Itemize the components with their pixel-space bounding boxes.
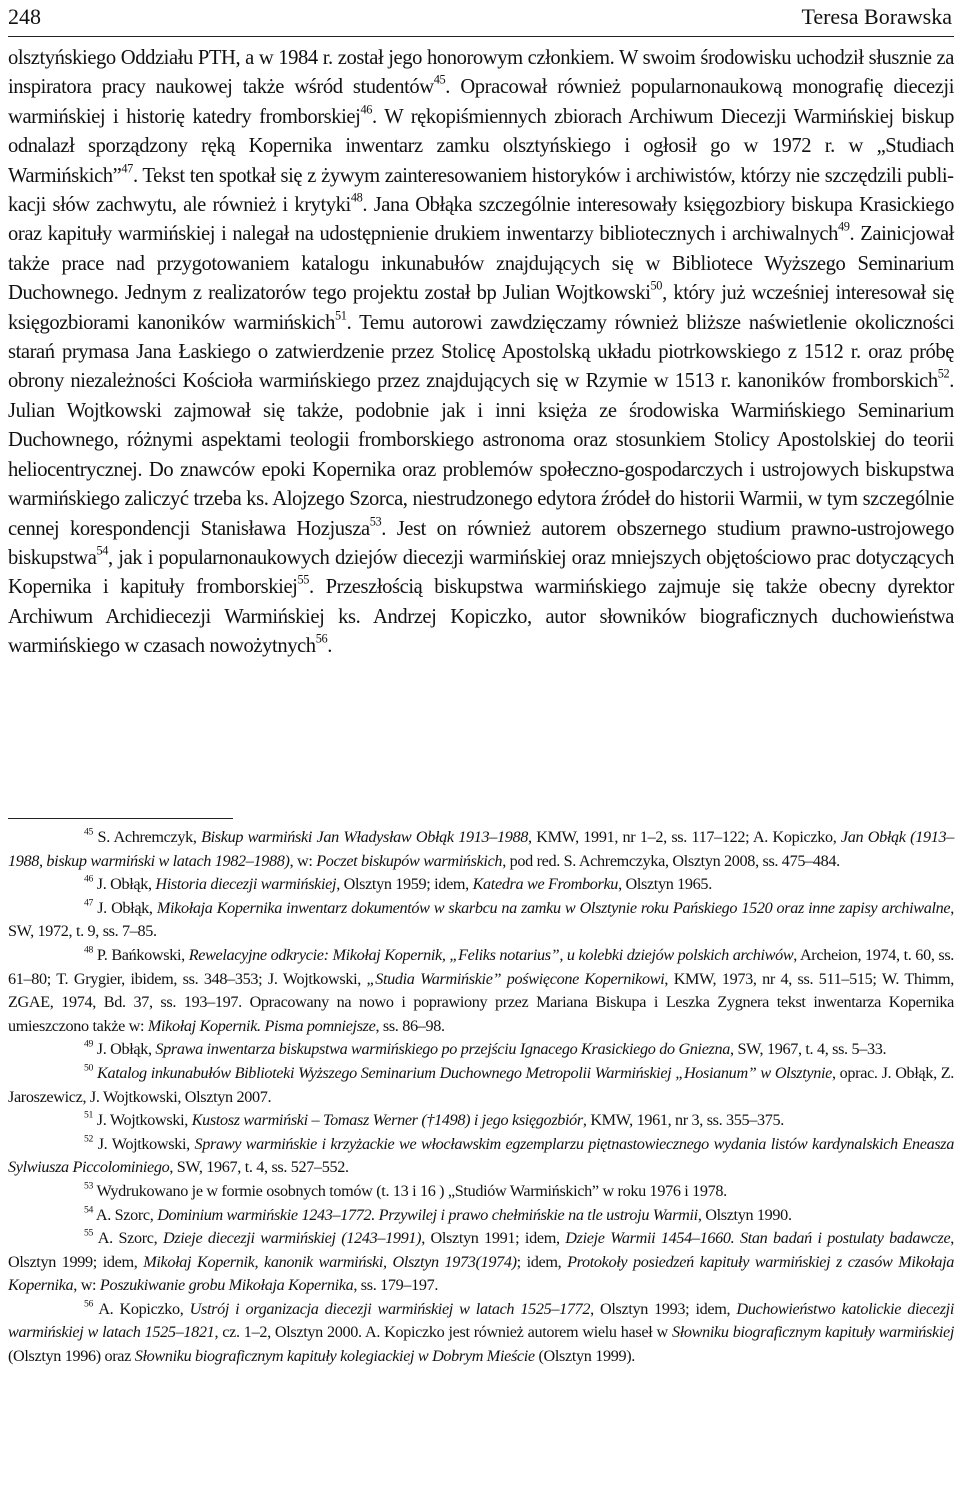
footnote-ref-52[interactable]: 52 — [937, 367, 950, 382]
footnote-ref-53[interactable]: 53 — [369, 514, 382, 529]
footnote-ref-56[interactable]: 56 — [315, 631, 328, 646]
footnote-53: $^{53}$ Wydrukowano je w formie osobnych tomów (t. 13 i 16 ) „Studiów Warmińskich” w roku 1976 i 1978. — [84, 1180, 727, 1200]
footnote-50: $^{50}$ Katalog inkunabułów Biblioteki Wyższego Seminarium Duchownego Metropolii Warmińskiej „Hosianum” w Olsztynie, oprac. J. Obłąk, Z. Jaroszewicz, J. Wojtkowski, Olsztyn 2007. — [8, 1062, 954, 1106]
footnote-47: $^{47}$ J. Obłąk, Mikołaja Kopernika inwentarz dokumentów w skarbcu na zamku w Olsztynie roku Pańskiego 1520 oraz inne zapisy archiwalne, SW, 1972, t. 9, ss. 7–85. — [8, 897, 954, 941]
page-number: 248 — [8, 4, 41, 29]
header-rule — [8, 36, 954, 37]
footnote-ref-49[interactable]: 49 — [837, 220, 850, 235]
footnote-ref-46[interactable]: 46 — [360, 102, 372, 117]
body-text — [8, 44, 954, 662]
footnote-ref-47[interactable]: 47 — [121, 161, 133, 176]
footnote-55: $^{55}$ A. Szorc, Dzieje diecezji warmińskiej (1243–1991), Olsztyn 1991; idem, Dzieje Warmii 1454–1660. Stan badań i postulaty badawcze, Olsztyn 1999; idem, Mikołaj Kopernik, kanonik warmiński, Olsztyn 1973(1974); idem, Protokoły posiedzeń kapituły warmińskiej z czasów Mikołaja Kopernika, w: Poszukiwanie grobu Mikołaja Kopernika, ss. 179–197. — [8, 1227, 955, 1295]
footnote-separator — [8, 818, 233, 819]
document-page — [8, 0, 954, 1491]
footnote-51: $^{51}$ J. Wojtkowski, Kustosz warmiński – Tomasz Werner (†1498) i jego księgozbiór, KMW, 1961, nr 3, ss. 355–375. — [84, 1109, 785, 1130]
footnote-ref-55[interactable]: 55 — [297, 573, 310, 588]
footnote-48: $^{48}$ P. Bańkowski, Rewelacyjne odkrycie: Mikołaj Kopernik, „Feliks notarius”, u kolebki dziejów polskich archiwów, Archeion, 1974, t. 60, ss. 61–80; T. Grygier, ibidem, ss. 348–353; J. Wojtkowski, „Studia Warmińskie” poświęcone Kopernikowi, KMW, 1973, nr 4, ss. 511–515; W. Thimm, ZGAE, 1974, Bd. 37, ss. 193–197. Opracowany na nowo i poprawiony przez Mariana Biskupa i Leszka Zygnera tekst inwentarza Kopernika umieszczono także w: Mikołaj Kopernik. Pisma pomniejsze, ss. 86–98. — [8, 944, 955, 1035]
footnote-52: $^{52}$ J. Wojtkowski, Sprawy warmińskie i krzyżackie we włocławskim egzemplarzu piętnastowiecznego wydania listów kardynalskich Eneasza Sylwiusza Piccolominiego, SW, 1967, t. 4, ss. 527–552. — [8, 1133, 955, 1177]
footnote-54: $^{54}$ A. Szorc, Dominium warmińskie 1243–1772. Przywilej i prawo chełmińskie na tle ustroju Warmii, Olsztyn 1990. — [84, 1204, 792, 1224]
footnote-ref-50[interactable]: 50 — [650, 278, 663, 293]
footnote-49: $^{49}$ J. Obłąk, Sprawa inwentarza biskupstwa warmińskiego po przejściu Ignacego Krasickiego do Gniezna, SW, 1967, t. 4, ss. 5–33. — [84, 1039, 887, 1059]
footnote-ref-51[interactable]: 51 — [335, 308, 347, 323]
footnote-ref-45[interactable]: 45 — [433, 73, 446, 88]
footnote-ref-48[interactable]: 48 — [350, 190, 363, 205]
body-paragraph: olsztyńskiego Oddziału PTH, a w 1984 r. został jego honorowym członkiem. W swoim środowisku uchodził słusznie za inspiratora pracy naukowej także wśród studentów$^{45}$. Opracował również popularnonaukową monografię diecezji warmińskiej i historię katedry fromborskiej$^{46}$. W rękopiśmiennych zbiorach Archiwum Diecezji Warmińskiej biskup odnalazł sporządzony ręką Kopernika inwentarz zamku olsztyńskiego i ogłosił go w 1972 r. w „Studiach Warmińskich”$^{47}$. Tekst ten spotkał się z żywym zainteresowaniem historyków i archiwistów, którzy nie szczędzili publikacji słów zachwytu, ale również i krytyki$^{48}$. Jana Obłąka szczególnie interesowały księgozbiory biskupa Krasickiego oraz kapituły warmińskiej i nalegał na udostępnienie drukiem inwentarzy bibliotecznych i archiwalnych$^{49}$. Zainicjował także prace nad przygotowaniem katalogu inkunabułów znajdujących się w Bibliotece Wyższego Seminarium Duchownego. Jednym z realizatorów tego projektu został bp Julian Wojtkowski$^{50}$, który już wcześniej interesował się księgozbiorami kanoników warmińskich$^{51}$. Temu autorowi zawdzięczamy również bliższe naświetlenie okoliczności starań prymasa Jana Łaskiego o zatwierdzenie przez Stolicę Apostolską układu piotrkowskiego z 1512 r. oraz próbę obrony niezależności Kościoła warmińskiego przez znajdujących się w Rzymie w 1513 r. kanoników fromborskich$^{52}$. Julian Wojtkowski zajmował się także, podobnie jak i inni księża ze środowiska Warmińskiego Seminarium Duchownego, różnymi aspektami teologii fromborskiego astronoma oraz stosunkiem Stolicy Apostolskiej do teorii heliocentrycznej. Do znawców epoki Kopernika oraz problemów społeczno-gospodarczych i ustrojowych biskupstwa warmińskiego zaliczyć trzeba ks. Alojzego Szorca, niestrudzonego edytora źródeł do historii Warmii, w tym szczególnie cennej korespondencji Stanisława Hozjusza$^{53}$. Jest on również autorem obszernego studium prawno-ustrojowego biskupstwa$^{54}$, jak i popularnonaukowych dziejów diecezji warmińskiej oraz mniejszych objętościowo prac dotyczących Kopernika i kapituły fromborskiej$^{55}$. Przeszłością biskupstwa warmińskiego zajmuje się także obecny dyrektor Archiwum Archidiecezji Warmińskiej ks. Andrzej Kopiczko, autor słowników biograficznych duchowieństwa warmińskiego w czasach nowożytnych$^{56}$. — [8, 47, 954, 658]
footnote-ref-54[interactable]: 54 — [96, 543, 109, 558]
footnote-56: $^{56}$ A. Kopiczko, Ustrój i organizacja diecezji warmińskiej w latach 1525–1772, Olsztyn 1993; idem, Duchowieństwo katolickie diecezji warmińskiej w latach 1525–1821, cz. 1–2, Olsztyn 2000. A. Kopiczko jest również autorem wielu haseł w Słowniku biograficznym kapituły warmińskiej (Olsztyn 1996) oraz Słowniku biograficznym kapituły kolegiackiej w Dobrym Mieście (Olsztyn 1999). — [8, 1298, 954, 1366]
running-header — [8, 2, 954, 36]
footnotes — [8, 826, 954, 1369]
running-head-author: Teresa Borawska — [801, 4, 952, 29]
footnote-45: $^{45}$ S. Achremczyk, Biskup warmiński Jan Władysław Obłąk 1913–1988, KMW, 1991, nr 1–2, ss. 117–122; A. Kopiczko, Jan Obłąk (1913–1988, biskup warmiński w latach 1982–1988), w: Poczet biskupów warmińskich, pod red. S. Achremczyka, Olsztyn 2008, ss. 475–484. — [8, 826, 954, 870]
footnote-46: $^{46}$ J. Obłąk, Historia diecezji warmińskiej, Olsztyn 1959; idem, Katedra we Fromborku, Olsztyn 1965. — [84, 873, 712, 894]
